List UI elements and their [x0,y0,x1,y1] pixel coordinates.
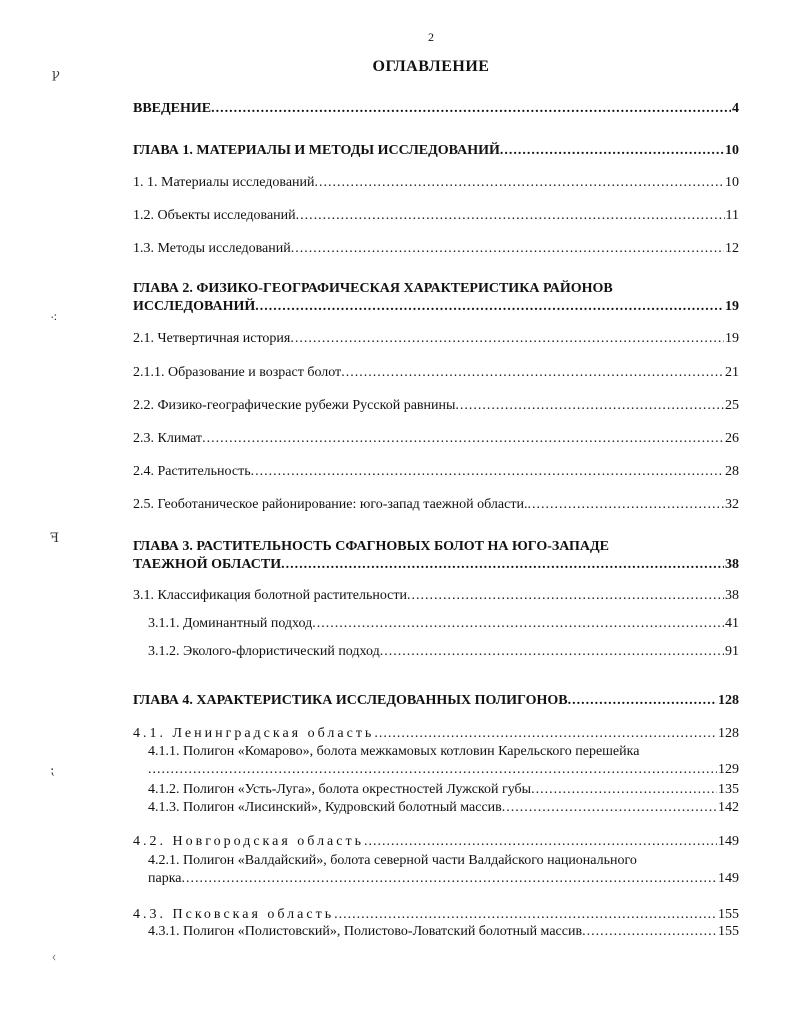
toc-entry-label: 4.1.3. Полигон «Лисинский», Кудровский болотный массив [148,800,502,815]
toc-entry-3-1-2[interactable] [148,643,739,661]
dot-leader [527,496,724,514]
toc-entry-page: 38 [725,557,739,572]
toc-entry-label: 2.1. Четвертичная история [133,331,291,346]
dot-leader [255,298,724,316]
toc-entry-2-1[interactable] [133,330,739,348]
toc-entry-4-1-2[interactable] [148,781,739,799]
toc-entry-4-1-1[interactable] [148,743,739,779]
dot-leader [291,240,724,258]
toc-entry-page: 128 [718,693,739,708]
toc-entry-3-1[interactable] [133,587,739,605]
toc-entry-page: 4 [732,101,739,116]
dot-leader [502,799,717,817]
toc-entry-page: 149 [718,834,739,849]
toc-entry-label: ИССЛЕДОВАНИЙ [133,299,256,314]
dot-leader [315,174,724,192]
toc-entry-introduction[interactable] [133,100,739,118]
toc-entry-label: 4.2.1. Полигон «Валдайский», болота северной части Валдайского национального [148,853,637,868]
toc-entry-page: 129 [718,762,739,777]
toc-entry-label: 1. 1. Материалы исследований [133,175,315,190]
toc-entry-label: ВВЕДЕНИЕ [133,101,212,116]
dot-leader [281,556,724,574]
toc-entry-page: 28 [725,464,739,479]
toc-entry-page: 10 [725,175,739,190]
toc-entry-page: 12 [725,241,739,256]
toc-entry-4-1-3[interactable] [148,799,739,817]
toc-entry-page: 91 [725,644,739,659]
toc-entry-page: 142 [718,800,739,815]
toc-entry-3-1-1[interactable] [148,615,739,633]
toc-entry-page: 19 [725,331,739,346]
toc-entry-4-2-1[interactable] [148,852,739,888]
toc-entry-label: ТАЕЖНОЙ ОБЛАСТИ [133,557,282,572]
dot-leader [407,587,724,605]
toc-entry-2-1-1[interactable] [133,364,739,382]
margin-mark-icon: ꝩ [52,66,60,81]
toc-entry-page: 25 [725,398,739,413]
toc-entry-2-2[interactable] [133,397,739,415]
toc-entry-page: 10 [725,143,739,158]
toc-entry-4-1[interactable] [133,725,739,743]
toc-entry-label: ГЛАВА 3. РАСТИТЕЛЬНОСТЬ СФАГНОВЫХ БОЛОТ НА ЮГО-ЗАПАДЕ [133,539,609,554]
toc-entry-label: 2.2. Физико-географические рубежи Русской равнины [133,398,456,413]
dot-leader [290,330,724,348]
dot-leader [211,100,731,118]
toc-entry-page: 41 [725,616,739,631]
dot-leader [334,906,717,924]
toc-entry-label: 4.2. Новгородская область [133,834,364,849]
margin-mark-icon: ꟻ [50,530,60,545]
dot-leader [455,397,724,415]
toc-entry-label: парка [148,871,182,886]
toc-entry-1-3[interactable] [133,240,739,258]
toc-entry-page: 19 [725,299,739,314]
toc-entry-label: 3.1. Классификация болотной растительности [133,588,407,603]
toc-entry-label: 3.1.1. Доминантный подход [148,616,313,631]
toc-entry-chapter-3[interactable] [133,538,739,574]
toc-entry-label: 2.4. Растительность [133,464,251,479]
toc-entry-1-2[interactable] [133,207,739,225]
toc-entry-page: 21 [725,365,739,380]
toc-entry-page: 155 [718,924,739,939]
toc-entry-page: 135 [718,782,739,797]
toc-entry-label: 4.3.1. Полигон «Полистовский», Полистово-Ловатский болотный массив [148,924,583,939]
toc-entry-page: 128 [718,726,739,741]
dot-leader [296,207,725,225]
toc-entry-2-4[interactable] [133,463,739,481]
toc-entry-label: 4.3. Псковская область [133,907,335,922]
dot-leader [341,364,724,382]
dot-leader [374,725,717,743]
toc-entry-label: 4.1.1. Полигон «Комарово», болота межкамовых котловин Карельского перешейка [148,744,640,759]
dot-leader [251,463,724,481]
toc-entry-label: 1.2. Объекты исследований [133,208,296,223]
toc-entry-label: 4.1. Ленинградская область [133,726,375,741]
dot-leader [582,923,717,941]
toc-entry-page: 26 [725,431,739,446]
toc-entry-label: ГЛАВА 4. ХАРАКТЕРИСТИКА ИССЛЕДОВАННЫХ ПОЛИГОНОВ [133,693,568,708]
toc-entry-label: 2.5. Геоботаническое районирование: юго-запад таежной области. [133,497,528,512]
dot-leader [531,781,717,799]
page-title: ОГЛАВЛЕНИЕ [372,58,490,75]
dot-leader [500,142,724,160]
toc-entry-label: 1.3. Методы исследований [133,241,291,256]
margin-mark-icon: ⁖ [50,310,58,325]
toc-entry-label: 2.1.1. Образование и возраст болот [133,365,342,380]
toc-entry-2-5[interactable] [133,496,739,514]
toc-entry-page: 149 [718,871,739,886]
margin-mark-icon: ⁏ [50,762,55,777]
toc-entry-chapter-1[interactable] [133,142,739,160]
toc-entry-4-3[interactable] [133,906,739,924]
toc-entry-label: 3.1.2. Эколого-флористический подход [148,644,380,659]
toc-entry-4-3-1[interactable] [148,923,739,941]
toc-entry-page: 11 [725,208,739,223]
page-number: 2 [428,30,434,44]
toc-entry-label: 4.1.2. Полигон «Усть-Луга», болота окрестностей Лужской губы [148,782,532,797]
toc-entry-1-1[interactable] [133,174,739,192]
toc-entry-chapter-4[interactable] [133,692,739,710]
toc-entry-2-3[interactable] [133,430,739,448]
toc-entry-page: 32 [725,497,739,512]
dot-leader [182,870,717,888]
dot-leader [312,615,724,633]
toc-entry-page: 155 [718,907,739,922]
toc-entry-label: 2.3. Климат [133,431,203,446]
toc-entry-label: ГЛАВА 1. МАТЕРИАЛЫ И МЕТОДЫ ИССЛЕДОВАНИЙ [133,143,500,158]
dot-leader [380,643,724,661]
dot-leader [202,430,724,448]
toc-entry-page: 38 [725,588,739,603]
dot-leader [148,761,717,779]
dot-leader [568,692,717,710]
toc-entry-chapter-2[interactable] [133,280,739,316]
margin-mark-icon: ᚲ [50,950,58,965]
toc-entry-label: ГЛАВА 2. ФИЗИКО-ГЕОГРАФИЧЕСКАЯ ХАРАКТЕРИСТИКА РАЙОНОВ [133,281,613,296]
dot-leader [364,833,717,851]
toc-entry-4-2[interactable] [133,833,739,851]
